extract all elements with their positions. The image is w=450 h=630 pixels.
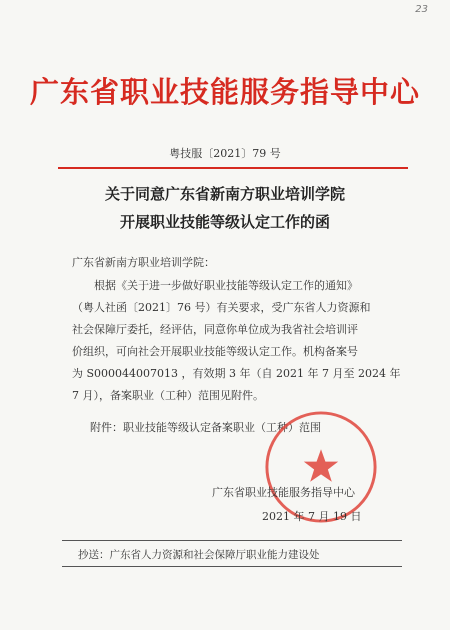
body-paragraph bbox=[72, 275, 401, 407]
paragraph-line: 根据《关于进一步做好职业技能等级认定工作的通知》 bbox=[94, 279, 358, 292]
org-header-title: 广东省职业技能服务指导中心 bbox=[29, 75, 420, 109]
cc-divider-bottom bbox=[62, 566, 402, 567]
document-number: 粤技服〔2021〕79 号 bbox=[169, 147, 281, 160]
paragraph-line: 为 S000044007013 ，有效期 3 年（自 2021 年 7 月至 2024 年 bbox=[72, 367, 401, 380]
signer-name: 广东省职业技能服务指导中心 bbox=[212, 486, 355, 499]
cc-divider-top bbox=[62, 540, 402, 541]
paragraph-line: 价组织，可向社会开展职业技能等级认定工作。机构备案号 bbox=[72, 345, 358, 358]
paragraph-line: （粤人社函〔2021〕76 号）有关要求，受广东省人力资源和 bbox=[72, 301, 371, 314]
paragraph-line: 7 月），备案职业（工种）范围见附件。 bbox=[72, 389, 264, 402]
title-line-1: 关于同意广东省新南方职业培训学院 bbox=[104, 185, 345, 203]
title-line-2: 开展职业技能等级认定工作的函 bbox=[119, 213, 330, 231]
signing-date: 2021 年 7 月 19 日 bbox=[262, 510, 362, 523]
header-divider bbox=[58, 167, 408, 169]
paragraph-line: 社会保障厅委托，经评估，同意你单位成为我省社会培训评 bbox=[72, 323, 358, 336]
cc-line: 抄送：广东省人力资源和社会保障厅职业能力建设处 bbox=[78, 549, 320, 561]
salutation: 广东省新南方职业培训学院： bbox=[72, 256, 215, 269]
seal-star bbox=[304, 449, 338, 481]
page-number: 23 bbox=[415, 4, 428, 15]
document-title bbox=[0, 180, 450, 236]
attachment-note: 附件：职业技能等级认定备案职业（工种）范围 bbox=[90, 421, 321, 434]
